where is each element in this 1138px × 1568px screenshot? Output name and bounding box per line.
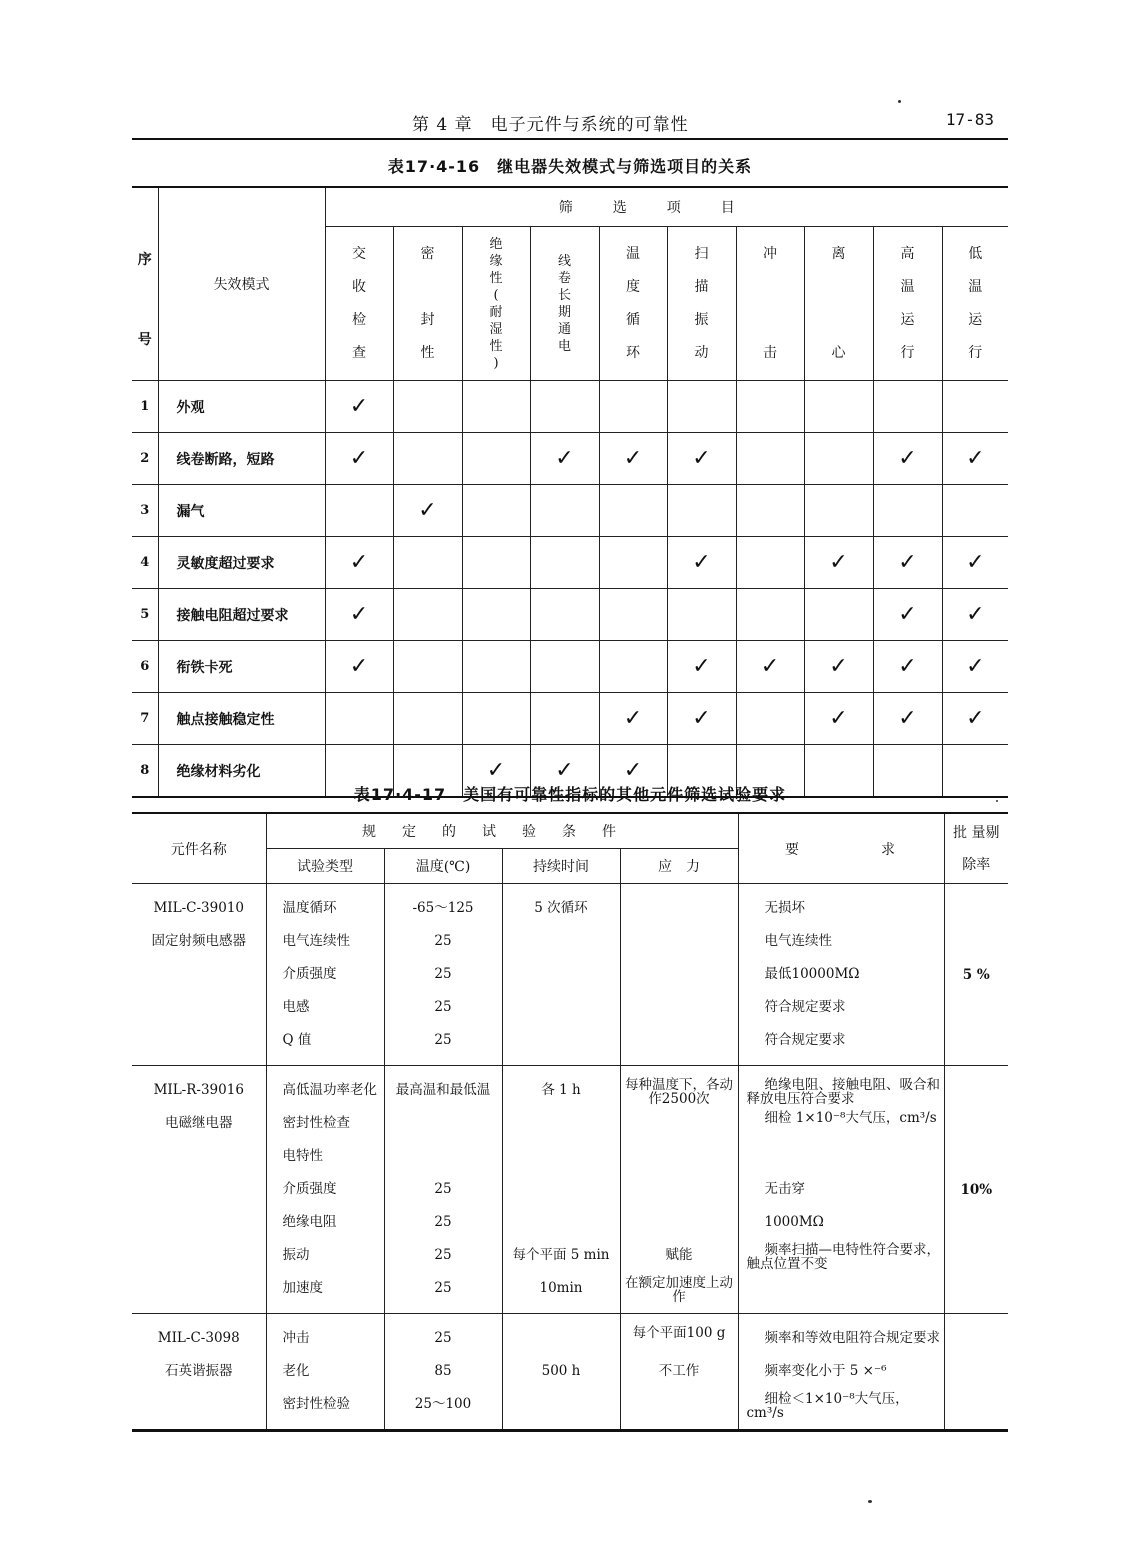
check-cell	[325, 537, 393, 589]
check-mark-icon: ✓	[555, 445, 574, 471]
check-cell	[530, 693, 599, 745]
requirement-cell	[738, 1314, 944, 1431]
row-number: 7	[132, 693, 158, 745]
check-cell	[942, 433, 1008, 485]
check-cell	[393, 589, 462, 641]
cell-line: 电特性	[282, 1148, 323, 1164]
temperature-header: 温度(℃)	[384, 849, 502, 884]
cell-line	[621, 1024, 738, 1057]
cell-line	[385, 1140, 502, 1173]
cell-line: 介质强度	[282, 1181, 337, 1197]
screening-column-header: 密 封 性	[393, 227, 462, 381]
check-cell	[736, 433, 804, 485]
check-cell	[530, 537, 599, 589]
check-cell	[462, 693, 530, 745]
cell-line: 符合规定要求	[764, 999, 846, 1015]
test-conditions-header: 规定的试验条件	[266, 813, 738, 849]
check-mark-icon: ✓	[760, 653, 780, 679]
check-cell	[530, 485, 599, 537]
requirement-cell	[738, 1066, 944, 1314]
cell-line: 频率扫描—电特性符合要求，触点位置不变	[746, 1242, 940, 1272]
check-cell	[393, 641, 462, 693]
check-cell	[804, 693, 873, 745]
check-cell	[736, 485, 804, 537]
cell-line	[503, 925, 620, 958]
cell-line: 25	[434, 933, 452, 949]
check-cell	[804, 537, 873, 589]
row-number: 3	[132, 485, 158, 537]
screening-column-header: 交 收 检 查	[325, 227, 393, 381]
cell-line: 冲击	[282, 1330, 310, 1346]
cell-line: 每个平面100 g	[632, 1325, 726, 1341]
test-type-cell	[266, 884, 384, 1066]
seq-header: 序 号	[132, 187, 158, 381]
check-cell	[736, 381, 804, 433]
failure-mode-header: 失效模式	[158, 187, 325, 381]
reject-rate-cell: 5 %	[944, 884, 1008, 1066]
check-cell	[462, 537, 530, 589]
check-cell	[873, 641, 942, 693]
check-cell	[942, 641, 1008, 693]
check-cell	[325, 381, 393, 433]
check-cell	[804, 381, 873, 433]
cell-line: MIL-C-3098	[157, 1330, 240, 1346]
table-row	[132, 693, 1008, 745]
check-cell	[873, 589, 942, 641]
check-cell	[804, 589, 873, 641]
cell-line	[621, 1388, 738, 1421]
cell-line: -65～125	[412, 900, 474, 916]
cell-line: 符合规定要求	[764, 1032, 846, 1048]
failure-mode: 外观	[158, 381, 325, 433]
requirement-header: 要 求	[738, 813, 944, 884]
check-cell	[462, 433, 530, 485]
cell-line: 频率和等效电阻符合规定要求	[764, 1330, 940, 1346]
cell-line: 电气连续性	[764, 933, 832, 949]
check-mark-icon: ✓	[349, 445, 369, 471]
cell-line: 密封性检验	[282, 1396, 350, 1412]
check-cell	[599, 693, 667, 745]
failure-mode: 触点接触稳定性	[158, 693, 325, 745]
check-cell	[804, 485, 873, 537]
cell-line: 无击穿	[764, 1181, 805, 1197]
cell-line: 固定射频电感器	[151, 933, 246, 949]
check-cell	[393, 381, 462, 433]
table-row	[132, 589, 1008, 641]
component-name-header: 元件名称	[132, 813, 266, 884]
check-cell	[393, 485, 462, 537]
check-cell	[462, 589, 530, 641]
check-mark-icon: ✓	[966, 445, 985, 471]
check-mark-icon: ✓	[349, 653, 369, 679]
table-row	[132, 537, 1008, 589]
cell-line	[621, 958, 738, 991]
cell-line	[747, 1140, 944, 1173]
reject-rate-header: 批 量剔除率	[944, 813, 1008, 884]
check-cell	[599, 433, 667, 485]
temperature-cell	[384, 1066, 502, 1314]
stress-cell	[620, 1314, 738, 1431]
check-cell	[599, 381, 667, 433]
check-cell	[667, 589, 736, 641]
check-mark-icon: ✓	[349, 549, 369, 575]
check-cell	[736, 641, 804, 693]
cell-line: MIL-C-39010	[153, 900, 245, 916]
check-cell	[599, 641, 667, 693]
check-mark-icon: ✓	[966, 705, 985, 731]
row-number: 4	[132, 537, 158, 589]
table1-caption: 表17·4-16 继电器失效模式与筛选项目的关系	[387, 157, 753, 176]
duration-header: 持续时间	[502, 849, 620, 884]
cell-line	[621, 925, 738, 958]
check-cell	[736, 537, 804, 589]
test-type-cell	[266, 1314, 384, 1431]
cell-line: 振动	[282, 1247, 310, 1263]
check-mark-icon: ✓	[692, 705, 711, 731]
check-cell	[530, 641, 599, 693]
cell-line: 电感	[282, 999, 310, 1015]
component-name	[132, 1314, 266, 1431]
row-number: 6	[132, 641, 158, 693]
cell-line: 85	[434, 1363, 452, 1379]
cell-line: 25～100	[414, 1396, 472, 1412]
component-name	[132, 884, 266, 1066]
cell-line	[747, 1272, 944, 1305]
temperature-cell	[384, 1314, 502, 1431]
stress-header: 应 力	[620, 849, 738, 884]
check-cell	[942, 381, 1008, 433]
cell-line: 最低10000MΩ	[764, 966, 860, 982]
cell-line	[621, 991, 738, 1024]
check-mark-icon: ✓	[349, 393, 369, 419]
check-cell	[530, 589, 599, 641]
check-cell	[736, 589, 804, 641]
cell-line	[503, 1107, 620, 1140]
cell-line: 细检 1×10⁻⁸大气压，cm³/s	[764, 1110, 937, 1126]
row-number: 2	[132, 433, 158, 485]
screening-column-header: 高 温 运 行	[873, 227, 942, 381]
cell-line: MIL-R-39016	[153, 1082, 244, 1098]
component-block	[132, 884, 1008, 1066]
cell-line	[621, 1206, 738, 1239]
check-cell	[873, 485, 942, 537]
row-number: 8	[132, 745, 158, 798]
row-number: 1	[132, 381, 158, 433]
check-cell	[873, 693, 942, 745]
check-cell	[462, 485, 530, 537]
check-cell	[667, 433, 736, 485]
test-type-cell	[266, 1066, 384, 1314]
cell-line	[621, 1140, 738, 1173]
check-mark-icon: ✓	[555, 757, 574, 783]
cell-line	[503, 1024, 620, 1057]
reject-rate-cell	[944, 1314, 1008, 1431]
screening-column-header: 线 卷 长 期 通 电	[530, 227, 599, 381]
screening-column-header: 冲 击	[736, 227, 804, 381]
cell-line: 25	[434, 1181, 452, 1197]
check-cell	[599, 589, 667, 641]
page-number: 17-83	[945, 110, 994, 129]
cell-line: 绝缘电阻	[282, 1214, 337, 1230]
cell-line: 25	[434, 1032, 452, 1048]
cell-line	[503, 991, 620, 1024]
cell-line: 25	[434, 1330, 452, 1346]
cell-line	[503, 1322, 620, 1355]
check-cell	[667, 537, 736, 589]
table-row	[132, 485, 1008, 537]
cell-line: 高低温功率老化	[282, 1082, 377, 1098]
chapter-title: 第 4 章 电子元件与系统的可靠性	[412, 115, 689, 135]
check-cell	[393, 693, 462, 745]
cell-line: 频率变化小于 5 ×⁻⁶	[764, 1363, 887, 1379]
cell-line: 5 次循环	[534, 900, 588, 916]
scan-speck	[898, 100, 901, 103]
relay-failure-screening-table	[132, 186, 1008, 798]
cell-line: 加速度	[282, 1280, 323, 1296]
cell-line: 老化	[282, 1363, 310, 1379]
duration-cell	[502, 884, 620, 1066]
cell-line	[621, 892, 738, 925]
check-mark-icon: ✓	[623, 705, 643, 731]
cell-line: 细检＜1×10⁻⁸大气压，cm³/s	[746, 1391, 909, 1421]
cell-line: 温度循环	[282, 900, 337, 916]
check-cell	[873, 381, 942, 433]
table2-caption: 表17·4-17 美国有可靠性指标的其他元件筛选试验要求	[353, 785, 787, 804]
cell-line	[621, 1173, 738, 1206]
check-mark-icon: ✓	[898, 601, 917, 627]
check-mark-icon: ✓	[349, 601, 369, 627]
check-cell	[462, 641, 530, 693]
check-cell	[599, 485, 667, 537]
duration-cell	[502, 1314, 620, 1431]
check-cell	[667, 693, 736, 745]
check-cell	[325, 641, 393, 693]
requirement-cell	[738, 884, 944, 1066]
check-mark-icon: ✓	[486, 757, 506, 783]
cell-line	[621, 1107, 738, 1140]
check-cell	[804, 433, 873, 485]
cell-line: 电磁继电器	[165, 1115, 233, 1131]
screening-column-header: 扫 描 振 动	[667, 227, 736, 381]
check-cell	[530, 433, 599, 485]
duration-cell	[502, 1066, 620, 1314]
cell-line: 最高温和最低温	[395, 1082, 491, 1098]
check-mark-icon: ✓	[418, 497, 437, 523]
cell-line	[385, 1107, 502, 1140]
check-cell	[530, 381, 599, 433]
check-mark-icon: ✓	[898, 653, 917, 679]
check-mark-icon: ✓	[829, 549, 848, 575]
failure-mode: 线卷断路，短路	[158, 433, 325, 485]
cell-line	[503, 1206, 620, 1239]
component-block	[132, 1314, 1008, 1431]
check-mark-icon: ✓	[966, 653, 985, 679]
table-row	[132, 433, 1008, 485]
cell-line: 25	[434, 1214, 452, 1230]
cell-line: 介质强度	[282, 966, 337, 982]
check-mark-icon: ✓	[898, 549, 917, 575]
cell-line: 每个平面 5 min	[512, 1247, 610, 1263]
cell-line	[503, 1173, 620, 1206]
screening-column-header: 离 心	[804, 227, 873, 381]
cell-line: 每种温度下，各动作2500次	[625, 1077, 733, 1107]
check-mark-icon: ✓	[829, 705, 848, 731]
cell-line	[503, 958, 620, 991]
scan-speck	[996, 800, 998, 802]
cell-line: Q 值	[282, 1032, 312, 1048]
check-cell	[599, 537, 667, 589]
check-cell	[942, 537, 1008, 589]
cell-line: 25	[434, 1280, 452, 1296]
check-cell	[942, 589, 1008, 641]
check-mark-icon: ✓	[623, 757, 643, 783]
screening-items-header: 筛选项目	[325, 187, 1008, 227]
check-mark-icon: ✓	[898, 445, 917, 471]
check-cell	[736, 693, 804, 745]
check-cell	[873, 537, 942, 589]
check-mark-icon: ✓	[966, 601, 985, 627]
table-row	[132, 641, 1008, 693]
check-cell	[667, 381, 736, 433]
check-cell	[942, 485, 1008, 537]
check-mark-icon: ✓	[692, 445, 711, 471]
cell-line: 在额定加速度上动作	[625, 1275, 733, 1305]
reject-rate-cell: 10%	[944, 1066, 1008, 1314]
cell-line: 25	[434, 999, 452, 1015]
cell-line: 赋能	[665, 1247, 693, 1263]
check-cell	[462, 381, 530, 433]
cell-line: 25	[434, 1247, 452, 1263]
check-mark-icon: ✓	[898, 705, 917, 731]
check-mark-icon: ✓	[966, 549, 985, 575]
check-cell	[325, 433, 393, 485]
cell-line	[503, 1140, 620, 1173]
table-row	[132, 381, 1008, 433]
check-mark-icon: ✓	[829, 653, 848, 679]
cell-line: 无损坏	[764, 900, 805, 916]
stress-cell	[620, 1066, 738, 1314]
check-cell	[873, 433, 942, 485]
check-cell	[667, 641, 736, 693]
screening-column-header: 温 度 循 环	[599, 227, 667, 381]
component-name	[132, 1066, 266, 1314]
cell-line: 1000MΩ	[764, 1214, 824, 1230]
failure-mode: 灵敏度超过要求	[158, 537, 325, 589]
row-number: 5	[132, 589, 158, 641]
cell-line: 绝缘电阻、接触电阻、吸合和释放电压符合要求	[746, 1077, 940, 1107]
cell-line: 不工作	[658, 1363, 700, 1379]
check-cell	[393, 537, 462, 589]
cell-line: 电气连续性	[282, 933, 350, 949]
component-block	[132, 1066, 1008, 1314]
check-cell	[393, 433, 462, 485]
cell-line: 10min	[539, 1280, 583, 1296]
cell-line	[503, 1388, 620, 1421]
cell-line: 石英谐振器	[165, 1363, 233, 1379]
failure-mode: 衔铁卡死	[158, 641, 325, 693]
failure-mode: 接触电阻超过要求	[158, 589, 325, 641]
scan-speck	[868, 1500, 872, 1503]
cell-line: 25	[434, 966, 452, 982]
check-cell	[325, 485, 393, 537]
check-cell	[325, 693, 393, 745]
check-mark-icon: ✓	[692, 549, 711, 575]
cell-line: 密封性检查	[282, 1115, 350, 1131]
cell-line: 各 1 h	[541, 1082, 581, 1098]
screening-column-header: 低 温 运 行	[942, 227, 1008, 381]
screening-column-header: 绝 缘 性 ( 耐 湿 性 )	[462, 227, 530, 381]
temperature-cell	[384, 884, 502, 1066]
check-cell	[667, 485, 736, 537]
failure-mode: 漏气	[158, 485, 325, 537]
check-cell	[325, 589, 393, 641]
check-mark-icon: ✓	[623, 445, 643, 471]
stress-cell	[620, 884, 738, 1066]
failure-mode: 绝缘材料劣化	[158, 745, 325, 798]
cell-line: 500 h	[541, 1363, 581, 1379]
check-mark-icon: ✓	[692, 653, 711, 679]
check-cell	[804, 641, 873, 693]
page-header	[132, 108, 1008, 140]
component-screening-table	[132, 812, 1008, 1432]
test-type-header: 试验类型	[266, 849, 384, 884]
check-cell	[942, 693, 1008, 745]
